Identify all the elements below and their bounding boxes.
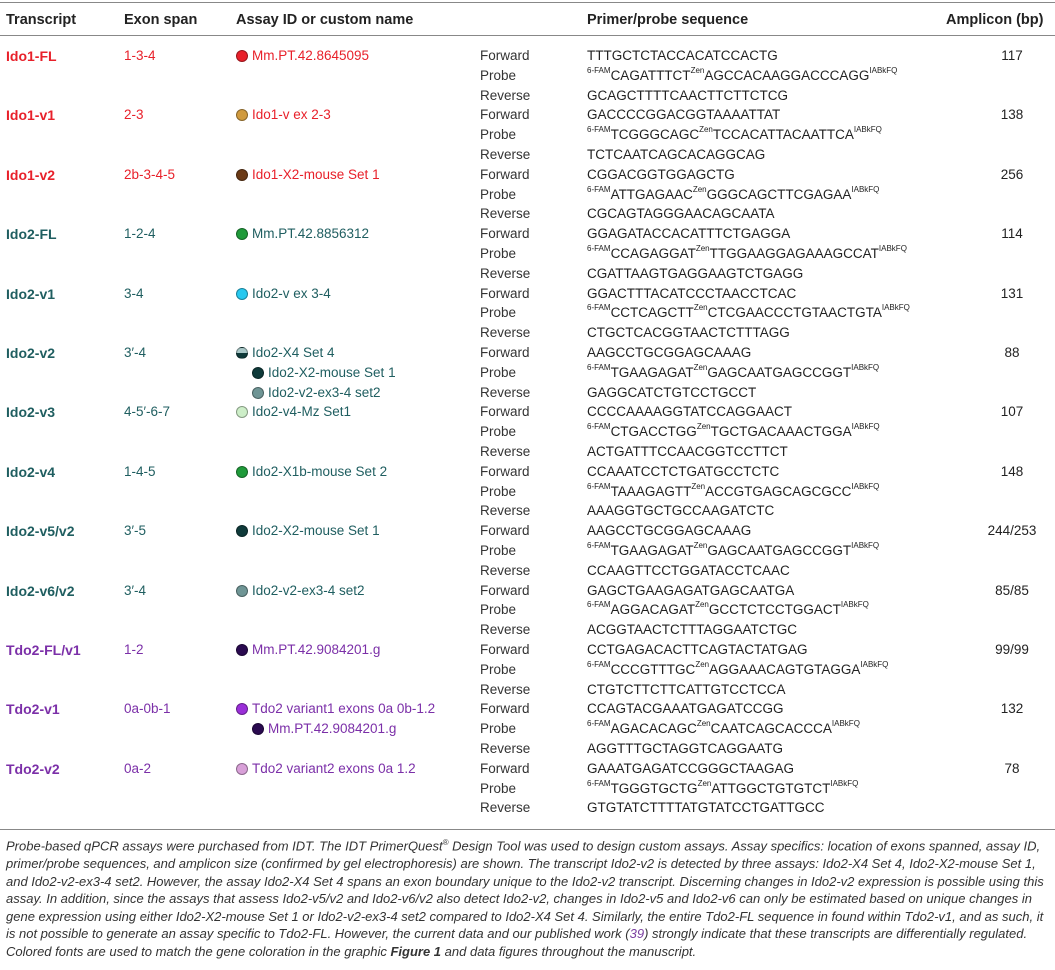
probe-modification: 6-FAM [587,719,611,729]
amplicon-size: 132 [1000,701,1024,717]
footnote-text-1: Probe-based qPCR assays were purchased from IDT. The IDT PrimerQuest [6,838,443,854]
probe-modification: Zen [693,541,708,550]
exon-span: 2b-3-4-5 [124,166,176,182]
footnote-text-3: ) strongly indicate that these transcripts are differentially regulated. Colored fonts are used to match the gene coloration in the graphic [6,926,1028,959]
primer-sequence: AAGCCTGCGGAGCAAAG [587,523,752,539]
primer-sequence: CGGACGGTGGAGCTG [587,166,735,182]
transcript-name: Tdo2-v2 [6,760,60,777]
assay-color-dot [236,109,248,121]
probe-modification: IABkFQ [851,184,880,194]
exon-span: 3′-4 [124,345,147,360]
probe-bases: TCGGGCAGC [610,127,700,143]
amplicon-size: 138 [1000,107,1024,123]
sequence-type-label: Probe [480,661,517,677]
probe-bases: CTGACCTGG [610,424,697,440]
probe-sequence [587,305,910,321]
probe-modification: 6-FAM [587,244,611,253]
probe-modification: IABkFQ [831,719,860,729]
probe-bases: GAGCAATGAGCCGGT [707,364,852,380]
primer-sequence: CCAAGTTCCTGGATACCTCAAC [587,562,790,578]
assay-color-dot [236,228,248,240]
transcript-name: Tdo2-FL/v1 [6,642,81,658]
assay-name: Mm.PT.42.9084201.g [252,642,381,657]
probe-sequence [587,602,869,618]
exon-span: 3′-5 [124,523,147,539]
assay-name: Tdo2 variant1 exons 0a 0b-1.2 [252,701,436,717]
footnote [6,834,1050,960]
primer-sequence: CTGCTCACGGTAACTCTTTAGG [587,325,790,341]
sequence-type-label: Forward [480,582,530,598]
sequence-type-label: Reverse [480,800,531,816]
probe-modification: 6-FAM [587,184,611,194]
header-rule [0,35,1055,36]
transcript-name: Ido2-v6/v2 [6,582,75,599]
amplicon-size: 244/253 [987,523,1037,539]
probe-modification: 6-FAM [587,541,611,550]
probe-sequence [587,424,880,440]
sequence-type-label: Reverse [480,325,531,341]
probe-modification: 6-FAM [587,778,611,788]
primer-sequence: GCAGCTTTTCAACTTCTTCTCG [587,87,788,103]
sequence-type-label: Probe [480,483,517,499]
probe-modification: Zen [697,778,712,788]
exon-span: 0a-0b-1 [124,701,171,717]
sequence-type-label: Probe [480,780,517,796]
probe-bases: CAATCAGCACCCA [710,721,832,737]
primer-sequence: GGAGATACCACATTTCTGAGGA [587,226,791,242]
header-transcript: Transcript [6,12,77,28]
sequence-type-label: Reverse [480,622,531,638]
probe-modification: 6-FAM [587,481,611,491]
probe-sequence [587,481,880,500]
sequence-type-label: Reverse [480,384,531,400]
sequence-type-label: Forward [480,463,530,479]
sequence-type-label: Probe [480,305,517,321]
sequence-type-label: Reverse [480,444,531,459]
assay-name: Ido2-X4 Set 4 [252,345,335,360]
amplicon-size: 131 [1000,285,1024,301]
assay-name: Tdo2 variant2 exons 0a 1.2 [252,760,416,776]
probe-bases: AGGACAGAT [610,602,696,618]
transcript-name: Ido2-v3 [6,404,56,421]
primer-sequence: AAGCCTGCGGAGCAAAG [587,345,752,360]
transcript-name: Ido2-v1 [6,285,56,302]
exon-span: 2-3 [124,107,144,123]
reference-link[interactable]: 39 [629,926,645,942]
sequence-type-label: Forward [480,760,530,776]
probe-bases: CCAGAGGAT [610,246,696,261]
assay-name: Ido1-X2-mouse Set 1 [252,166,380,182]
exon-span: 0a-2 [124,760,152,776]
assay-name: Ido2-v4-Mz Set1 [252,404,352,420]
probe-bases: CTCGAACCCTGTAACTGTA [707,305,882,321]
probe-modification: 6-FAM [587,65,611,75]
probe-modification: 6-FAM [587,362,611,372]
probe-bases: AGACACAGC [610,721,697,737]
sequence-type-label: Forward [480,166,530,182]
figure-link[interactable]: Figure 1 [390,943,442,959]
primer-sequence: GTGTATCTTTTATGTATCCTGATTGCC [587,800,825,816]
probe-modification: IABkFQ [830,778,859,788]
primer-sequence: GGACTTTACATCCCTAACCTCAC [587,285,797,301]
assay-color-dot [252,367,264,379]
primer-sequence: TCTCAATCAGCACAGGCAG [587,147,766,162]
sequence-type-label: Reverse [480,206,531,222]
probe-sequence [587,362,880,381]
sequence-type-label: Reverse [480,562,531,578]
primer-sequence: CGCAGTAGGGAACAGCAATA [587,206,775,222]
probe-bases: AGCCACAAGGACCCAGG [704,67,870,83]
transcript-name: Ido2-FL [6,226,57,243]
probe-modification: Zen [695,600,709,610]
probe-modification: IABkFQ [851,422,880,432]
bottom-rule [0,829,1055,830]
assay-name: Ido2-X1b-mouse Set 2 [252,463,388,479]
probe-modification: Zen [696,422,711,432]
assay-color-dot [236,347,248,359]
probe-sequence [587,127,882,143]
probe-modification: 6-FAM [587,659,611,669]
header-amplicon: Amplicon (bp) [946,12,1044,28]
probe-modification: 6-FAM [587,422,611,432]
registered-mark: ® [442,838,449,847]
probe-bases: TGGGTGCTG [610,780,698,796]
probe-bases: ATTGGCTGTGTCT [711,780,831,796]
assay-color-dot [236,466,248,478]
sequence-type-label: Forward [480,345,530,360]
assay-color-dot [236,644,248,656]
sequence-type-label: Probe [480,186,517,202]
footnote-text-2: Design Tool was used to design custom assays. Assay specifics: location of exons spanned, assay ID, primer/probe sequences, and amplicon size (confirmed by gel electrophoresis) are shown. The transcript Ido2-v2 is detected by three assays: Ido2-X4 Set 4, Ido2-X2-mouse Set 1, and Ido2-v2-ex3-4 set2. However, the assay Ido2-X4 Set 4 spans an exon boundary unique to the Ido2-v2 transcript. Discerning changes in Ido2-v2 expression is possible using this assay. In addition, since the assays that assess Ido2-v5/v2 and Ido2-v6/v2 also detect Ido2-v2, changes in Ido2-v5 and Ido2-v6 can only be estimated based on unique changes in gene expression using either Ido2-X2-mouse Set 1 or Ido2-v2-ex3-4 set2 compared to Ido2-X4 Set 4. Similarly, the entire Tdo2-FL sequence in found within Tdo2-v1, and as such, it is not possible to generate an assay specific to Tdo2-FL. However, the current data and our published work ( [6,838,1044,942]
probe-bases: CCCGTTTGC [610,661,696,677]
primer-sequence: CCAAATCCTCTGATGCCTCTC [587,463,780,479]
primer-sequence: GAAATGAGATCCGGGCTAAGAG [587,760,795,776]
assay-color-dot [236,703,248,715]
primer-sequence: GACCCCGGACGGTAAAATTAT [587,107,781,123]
exon-span: 1-4-5 [124,463,156,479]
probe-modification: IABkFQ [851,541,880,550]
sequence-type-label: Forward [480,285,530,301]
probe-sequence [587,543,879,559]
probe-bases: TGAAGAGAT [610,364,694,380]
probe-modification: Zen [695,659,710,669]
sequence-type-label: Probe [480,364,517,380]
probe-modification: IABkFQ [869,65,898,75]
sequence-type-label: Probe [480,602,517,618]
assay-name: Ido2-v2-ex3-4 set2 [252,582,365,598]
probe-sequence [587,184,880,203]
primer-sequence: CGATTAAGTGAGGAAGTCTGAGG [587,265,804,281]
sequence-type-label: Probe [480,721,517,737]
assay-color-dot [252,723,264,735]
probe-modification: 6-FAM [587,600,611,610]
transcript-name: Tdo2-v1 [6,701,60,718]
probe-modification: Zen [693,303,708,313]
probe-bases: ACCGTGAGCAGCGCC [705,483,852,499]
amplicon-size: 148 [1000,463,1024,479]
primer-sequence: ACTGATTTCCAACGGTCCTTCT [587,444,788,459]
probe-bases: CAGATTTCT [610,67,691,83]
exon-span: 3′-4 [124,582,147,598]
primer-sequence: CCTGAGACACTTCAGTACTATGAG [587,642,808,657]
assay-name: Mm.PT.42.8645095 [252,48,370,63]
probe-sequence [587,65,898,84]
sequence-type-label: Forward [480,107,530,123]
header-sequence: Primer/probe sequence [587,12,749,28]
assay-color-dot [236,50,248,62]
sequence-type-label: Probe [480,424,517,440]
primer-sequence: CCCCAAAAGGTATCCAGGAACT [587,404,793,420]
probe-modification: 6-FAM [587,303,611,313]
transcript-name: Ido2-v5/v2 [6,523,75,540]
amplicon-size: 88 [1004,345,1020,360]
sequence-type-label: Forward [480,404,530,420]
probe-modification: IABkFQ [851,481,880,491]
assay-color-dot [236,406,248,418]
exon-span: 1-3-4 [124,48,156,63]
probe-modification: Zen [696,719,711,729]
probe-modification: Zen [690,65,705,75]
top-rule [0,2,1055,3]
transcript-name: Ido2-v2 [6,345,56,361]
header-exon-span: Exon span [124,12,198,28]
assay-color-dot [236,288,248,300]
sequence-type-label: Reverse [480,503,531,519]
assay-name: Ido2-v ex 3-4 [252,285,331,301]
primer-sequence: TTTGCTCTACCACATCCACTG [587,48,778,63]
primer-sequence: AAAGGTGCTGCCAAGATCTC [587,503,775,519]
sequence-type-label: Forward [480,523,530,539]
amplicon-size: 78 [1004,760,1020,776]
transcript-name: Ido1-v1 [6,107,56,124]
probe-modification: IABkFQ [878,244,907,253]
probe-bases: GCCTCTCCTGGACT [708,602,841,618]
sequence-type-label: Reverse [480,681,531,697]
probe-bases: ATTGAGAAC [610,186,693,202]
probe-bases: AGGAAACAGTGTAGGA [709,661,861,677]
probe-bases: TAAAGAGTT [610,483,692,499]
amplicon-size: 107 [1000,404,1024,420]
probe-bases: TCCACATTACAATTCA [712,127,854,143]
probe-modification: IABkFQ [860,659,889,669]
sequence-type-label: Probe [480,67,517,83]
exon-span: 1-2-4 [124,226,156,242]
primer-sequence: CTGTCTTCTTCATTGTCCTCCA [587,681,786,697]
sequence-type-label: Forward [480,701,530,717]
assay-color-dot [236,585,248,597]
probe-modification: Zen [691,481,706,491]
probe-modification: IABkFQ [853,125,882,135]
amplicon-size: 117 [1001,48,1023,63]
probe-modification: Zen [692,184,707,194]
assay-name: Mm.PT.42.8856312 [252,226,370,242]
probe-bases: GGGCAGCTTCGAGAA [706,186,852,202]
assay-color-dot [252,387,264,399]
probe-sequence [587,778,859,797]
sequence-type-label: Reverse [480,741,531,756]
amplicon-size: 85/85 [995,582,1029,598]
assay-color-dot [236,763,248,775]
probe-bases: TTGGAAGGAGAAAGCCAT [709,246,879,261]
amplicon-size: 114 [1001,226,1023,242]
assay-name: Ido1-v ex 2-3 [252,107,331,123]
exon-span: 1-2 [124,642,144,657]
sequence-type-label: Probe [480,127,517,143]
footnote-text-4: and data figures throughout the manuscript. [441,943,697,959]
assay-name: Ido2-X2-mouse Set 1 [252,523,380,539]
probe-bases: TGCTGACAAACTGGA [710,424,852,440]
assay-name: Ido2-v2-ex3-4 set2 [268,384,381,400]
probe-bases: TGAAGAGAT [610,543,694,558]
primer-sequence: AGGTTTGCTAGGTCAGGAATG [587,741,784,756]
probe-sequence [587,246,907,262]
sequence-type-label: Forward [480,48,530,63]
amplicon-size: 256 [1000,166,1024,182]
probe-modification: IABkFQ [851,362,880,372]
probe-modification: Zen [695,244,710,253]
sequence-type-label: Probe [480,246,517,261]
transcript-name: Ido1-FL [6,48,57,64]
transcript-name: Ido2-v4 [6,463,56,480]
probe-bases: GAGCAATGAGCCGGT [707,543,852,558]
primer-sequence: GAGCTGAAGAGATGAGCAATGA [587,582,795,598]
probe-bases: CCTCAGCTT [610,305,694,321]
amplicon-size: 99/99 [995,642,1029,657]
sequence-type-label: Reverse [480,87,531,103]
assay-color-dot [236,169,248,181]
probe-modification: Zen [693,362,708,372]
sequence-type-label: Reverse [480,265,531,281]
probe-modification: IABkFQ [881,303,910,313]
primer-sequence: CCAGTACGAAATGAGATCCGG [587,701,784,717]
sequence-type-label: Reverse [480,147,531,162]
primer-sequence: ACGGTAACTCTTTAGGAATCTGC [587,622,797,638]
exon-span: 3-4 [124,285,144,301]
probe-modification: Zen [699,125,713,135]
primer-sequence: GAGGCATCTGTCCTGCCT [587,384,757,400]
assay-color-dot [236,525,248,537]
probe-sequence [587,659,889,678]
probe-sequence [587,721,860,737]
sequence-type-label: Forward [480,642,530,657]
probe-modification: IABkFQ [840,600,869,610]
probe-modification: 6-FAM [587,125,611,135]
assay-name: Mm.PT.42.9084201.g [268,721,397,737]
header-assay: Assay ID or custom name [236,12,414,28]
sequence-type-label: Forward [480,226,530,242]
exon-span: 4-5′-6-7 [124,404,171,420]
transcript-name: Ido1-v2 [6,166,56,183]
sequence-type-label: Probe [480,543,517,558]
assay-name: Ido2-X2-mouse Set 1 [268,364,396,380]
